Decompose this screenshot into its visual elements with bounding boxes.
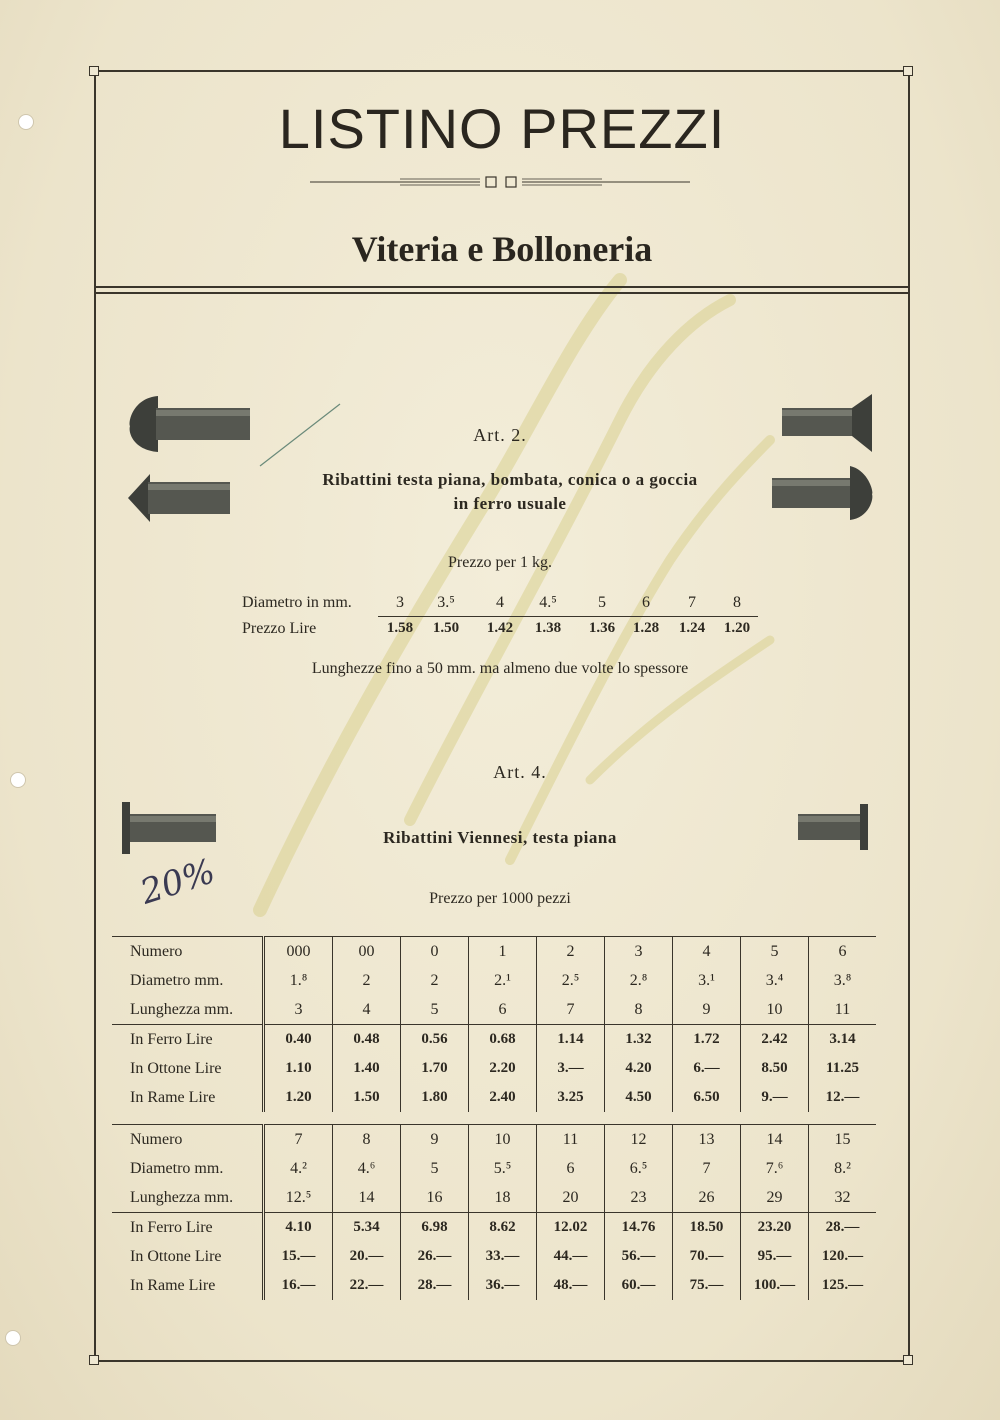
table-cell: 4.² (264, 1154, 333, 1183)
table-cell: 20.— (333, 1242, 401, 1271)
price-table-2 (112, 1124, 876, 1300)
table-row (112, 1083, 876, 1112)
table-cell: 20 (537, 1183, 605, 1213)
table-cell: 100.— (741, 1271, 809, 1300)
table-cell: 4 (673, 937, 741, 967)
table-cell: 26 (673, 1183, 741, 1213)
table-cell: 3.⁸ (833, 971, 852, 989)
binder-hole (18, 114, 34, 130)
table-cell: 5 (401, 995, 469, 1025)
table-cell: 44.— (537, 1242, 605, 1271)
table-cell: 33.— (469, 1242, 537, 1271)
table-cell: 14 (741, 1125, 809, 1155)
table-cell: 22.— (333, 1271, 401, 1300)
table-cell: 8.50 (741, 1054, 809, 1083)
row-label: In Ferro Lire (112, 1213, 264, 1243)
table-cell: 10 (469, 1125, 537, 1155)
table-cell: 5 (741, 937, 809, 967)
table-cell: 0.68 (469, 1025, 537, 1055)
art2-length-note: Lunghezze fino a 50 mm. ma almeno due volte lo spessore (311, 660, 689, 677)
table-cell: 8 (333, 1125, 401, 1155)
row-label: Lunghezza mm. (112, 1183, 264, 1213)
table-cell: 11.25 (826, 1060, 859, 1076)
art2-rule (378, 616, 758, 617)
table-cell: 8.² (834, 1159, 851, 1177)
table-cell: 16.— (264, 1271, 333, 1300)
table-row (112, 966, 876, 995)
table-cell: 95.— (741, 1242, 809, 1271)
table-cell: 000 (264, 937, 333, 967)
table-cell: 1.14 (537, 1025, 605, 1055)
table-cell: 2.⁸ (605, 966, 673, 995)
table-cell: 3.14 (809, 1025, 877, 1055)
art2-price-cell: 1.20 (723, 620, 751, 636)
table-cell: 13 (673, 1125, 741, 1155)
art2-label: Art. 2. (473, 425, 527, 445)
art2-price-cell: 1.42 (486, 620, 514, 636)
art2-diameter-cell: 3 (396, 594, 404, 611)
table-cell: 6 (537, 1154, 605, 1183)
table-cell: 4.20 (605, 1054, 673, 1083)
table-cell: 3.⁴ (741, 966, 809, 995)
table-cell: 60.— (605, 1271, 673, 1300)
round-head-rivet-icon (128, 392, 252, 456)
table-cell: 2.20 (469, 1054, 537, 1083)
art2-price-cell: 1.58 (386, 620, 414, 636)
table-cell: 6.50 (673, 1083, 741, 1112)
table-cell: 2.42 (741, 1025, 809, 1055)
art2-diameter-label: Diametro in mm. (242, 594, 352, 611)
table-cell: 0 (401, 937, 469, 967)
frame-corner (89, 66, 99, 76)
table-cell: 10 (741, 995, 809, 1025)
table-cell: 5.34 (333, 1213, 401, 1243)
frame-corner (89, 1355, 99, 1365)
table-cell: 8 (605, 995, 673, 1025)
table-cell: 12.02 (537, 1213, 605, 1243)
table-cell: 18.50 (673, 1213, 741, 1243)
art2-description-line2: in ferro usuale (453, 494, 567, 513)
table-row (112, 1054, 876, 1083)
row-label: Lunghezza mm. (112, 995, 264, 1025)
table-cell: 23.20 (741, 1213, 809, 1243)
table-cell: 23 (605, 1183, 673, 1213)
art4-label: Art. 4. (493, 762, 547, 782)
art2-diameter-cell: 8 (733, 594, 741, 611)
table-cell: 32 (834, 1188, 851, 1206)
table-row (112, 1025, 876, 1055)
table-cell: 1.50 (333, 1083, 401, 1112)
art4-description: Ribattini Viennesi, testa piana (383, 828, 617, 847)
table-cell: 120.— (821, 1248, 864, 1264)
table-cell: 1.20 (264, 1083, 333, 1112)
table-cell: 1 (469, 937, 537, 967)
art2-diameter-cell: 4 (496, 594, 504, 611)
table-row (112, 1271, 876, 1300)
table-cell: 15.— (264, 1242, 333, 1271)
art2-diameter-cell: 3.⁵ (437, 594, 455, 611)
table-cell: 9 (401, 1125, 469, 1155)
row-label: Diametro mm. (112, 1154, 264, 1183)
table-cell: 14 (333, 1183, 401, 1213)
table-cell: 0.40 (264, 1025, 333, 1055)
table-cell: 2 (537, 937, 605, 967)
table-cell: 0.48 (333, 1025, 401, 1055)
table-row (112, 1125, 876, 1155)
row-label: In Rame Lire (112, 1083, 264, 1112)
table-cell: 12.⁵ (264, 1183, 333, 1213)
table-cell: 6 (809, 937, 877, 967)
pencil-mark (258, 402, 342, 468)
handwritten-note: 20% (135, 851, 220, 913)
table-cell: 75.— (673, 1271, 741, 1300)
table-cell: 2 (333, 966, 401, 995)
table-cell: 5 (401, 1154, 469, 1183)
table-cell: 12 (605, 1125, 673, 1155)
table-cell: 7.⁶ (741, 1154, 809, 1183)
countersunk-rivet-icon (782, 392, 874, 454)
table-cell: 2.¹ (469, 966, 537, 995)
art2-price-cell: 1.36 (588, 620, 616, 636)
table-cell: 3 (264, 995, 333, 1025)
page-title: LISTINO PREZZI (278, 97, 726, 160)
table-cell: 3 (605, 937, 673, 967)
art2-price-cell: 1.38 (534, 620, 562, 636)
round-head-rivet-icon (772, 462, 874, 524)
art4-price-unit: Prezzo per 1000 pezzi (429, 890, 571, 907)
table-cell: 2.⁵ (537, 966, 605, 995)
price-table-1 (112, 936, 876, 1112)
row-label: In Ottone Lire (112, 1242, 264, 1271)
divider (94, 292, 910, 294)
table-cell: 4.⁶ (333, 1154, 401, 1183)
art2-price-unit: Prezzo per 1 kg. (448, 554, 552, 571)
frame-corner (903, 1355, 913, 1365)
table-cell: 29 (741, 1183, 809, 1213)
table-cell: 4.50 (605, 1083, 673, 1112)
table-cell: 48.— (537, 1271, 605, 1300)
art2-price-cell: 1.50 (432, 620, 460, 636)
table-cell: 7 (673, 1154, 741, 1183)
table-cell: 28.— (401, 1271, 469, 1300)
table-cell: 9 (673, 995, 741, 1025)
flat-head-rivet-icon (798, 802, 870, 852)
table-row (112, 937, 876, 967)
art2-diameter-cell: 5 (598, 594, 606, 611)
table-cell: 70.— (673, 1242, 741, 1271)
table-cell: 16 (401, 1183, 469, 1213)
row-label: In Ferro Lire (112, 1025, 264, 1055)
table-row (112, 1183, 876, 1213)
flat-head-rivet-icon (122, 800, 218, 856)
table-cell: 36.— (469, 1271, 537, 1300)
art2-price-label: Prezzo Lire (242, 620, 317, 637)
table-cell: 1.40 (333, 1054, 401, 1083)
row-label: In Ottone Lire (112, 1054, 264, 1083)
row-label: Diametro mm. (112, 966, 264, 995)
title-ornament (310, 175, 690, 189)
table-cell: 4 (333, 995, 401, 1025)
row-label: Numero (112, 1125, 264, 1155)
table-cell: 6.⁵ (605, 1154, 673, 1183)
table-cell: 26.— (401, 1242, 469, 1271)
table-cell: 2 (401, 966, 469, 995)
table-row (112, 1213, 876, 1243)
table-cell: 6.— (673, 1054, 741, 1083)
art2-diameter-cell: 7 (688, 594, 696, 611)
row-label: Numero (112, 937, 264, 967)
table-cell: 3.— (537, 1054, 605, 1083)
binder-hole (10, 772, 26, 788)
table-cell: 3.¹ (673, 966, 741, 995)
table-row (112, 1154, 876, 1183)
table-cell: 2.40 (469, 1083, 537, 1112)
art2-diameter-cell: 6 (642, 594, 650, 611)
table-cell: 18 (469, 1183, 537, 1213)
divider (94, 286, 910, 288)
table-cell: 6.98 (401, 1213, 469, 1243)
drop-head-rivet-icon (128, 472, 232, 524)
table-cell: 8.62 (469, 1213, 537, 1243)
table-cell: 11 (834, 1000, 851, 1018)
page-subtitle: Viteria e Bolloneria (351, 229, 653, 269)
table-cell: 7 (537, 995, 605, 1025)
table-cell: 12.— (825, 1089, 860, 1105)
table-row (112, 995, 876, 1025)
table-cell: 00 (333, 937, 401, 967)
table-cell: 1.32 (605, 1025, 673, 1055)
table-cell: 6 (469, 995, 537, 1025)
table-cell: 9.— (741, 1083, 809, 1112)
art2-description-line1: Ribattini testa piana, bombata, conica o a goccia (322, 470, 698, 489)
row-label: In Rame Lire (112, 1271, 264, 1300)
table-cell: 1.10 (264, 1054, 333, 1083)
table-cell: 1.70 (401, 1054, 469, 1083)
table-cell: 5.⁵ (469, 1154, 537, 1183)
table-cell: 125.— (821, 1277, 864, 1293)
table-cell: 7 (264, 1125, 333, 1155)
table-cell: 0.56 (401, 1025, 469, 1055)
art2-diameter-cell: 4.⁵ (539, 594, 557, 611)
table-cell: 56.— (605, 1242, 673, 1271)
table-cell: 1.80 (401, 1083, 469, 1112)
table-cell: 11 (537, 1125, 605, 1155)
table-cell: 4.10 (264, 1213, 333, 1243)
art2-price-cell: 1.28 (632, 620, 660, 636)
table-cell: 3.25 (537, 1083, 605, 1112)
table-cell: 1.⁸ (264, 966, 333, 995)
binder-hole (5, 1330, 21, 1346)
table-cell: 28.— (809, 1213, 877, 1243)
art2-price-cell: 1.24 (678, 620, 706, 636)
table-cell: 15 (809, 1125, 877, 1155)
table-row (112, 1242, 876, 1271)
table-cell: 14.76 (605, 1213, 673, 1243)
table-cell: 1.72 (673, 1025, 741, 1055)
frame-corner (903, 66, 913, 76)
